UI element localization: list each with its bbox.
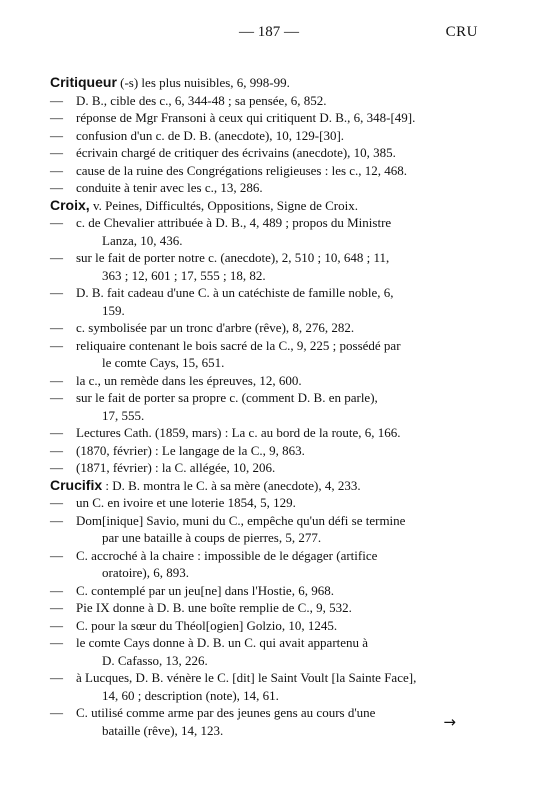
entry-text: : D. B. montra le C. à sa mère (anecdote), 4, 233.: [102, 477, 361, 493]
dash-marker: —: [50, 92, 63, 108]
entry-text: Lectures Cath. (1859, mars) : La c. au bord de la route, 6, 166.: [76, 425, 401, 440]
index-subentry: [50, 494, 475, 512]
entry-text: conduite à tenir avec les c., 13, 286.: [76, 180, 263, 195]
entry-text: c. de Chevalier attribuée à D. B., 4, 489 ; propos du Ministre: [76, 215, 392, 230]
headword: Critiqueur: [50, 74, 117, 90]
dash-marker: —: [50, 215, 63, 230]
dash-marker: —: [50, 285, 63, 300]
entry-text: D. B. fait cadeau d'une C. à un catéchiste de famille noble, 6,: [76, 285, 394, 300]
continue-arrow-icon: →: [443, 713, 456, 731]
entry-text: à Lucques, D. B. vénère le C. [dit] le Saint Voult [la Sainte Face],: [76, 670, 417, 685]
entry-text: 159.: [102, 302, 125, 318]
section-abbreviation: CRU: [445, 24, 478, 40]
entry-text: le comte Cays donne à D. B. un C. qui avait appartenu à: [76, 635, 369, 650]
dash-marker: —: [50, 495, 63, 510]
dash-marker: —: [50, 670, 63, 685]
index-subentry: [50, 162, 475, 180]
dash-marker: —: [50, 425, 63, 440]
index-continuation: [50, 529, 475, 547]
entry-text: D. B., cible des c., 6, 344-48 ; sa pensée, 6, 852.: [76, 92, 327, 108]
index-subentry: [50, 127, 475, 145]
dash-marker: —: [50, 250, 63, 265]
index-entries: [50, 74, 475, 739]
entry-text: cause de la ruine des Congrégations religieuses : les c., 12, 468.: [76, 162, 408, 178]
index-subentry: [50, 179, 475, 197]
dash-marker: —: [50, 180, 63, 195]
entry-text: la c., un remède dans les épreuves, 12, 600.: [76, 372, 302, 388]
entry-text: D. Cafasso, 13, 226.: [102, 652, 208, 668]
index-subentry: [50, 669, 475, 687]
dash-marker: —: [50, 442, 63, 458]
index-subentry: [50, 442, 475, 460]
index-subentry: [50, 337, 475, 355]
dash-marker: —: [50, 617, 63, 633]
index-subentry: [50, 634, 475, 652]
index-continuation: [50, 687, 475, 705]
entry-text: réponse de Mgr Fransoni à ceux qui critiquent D. B., 6, 348-[49].: [76, 110, 416, 125]
page-header: [0, 24, 538, 46]
index-subentry: [50, 249, 475, 267]
dash-marker: —: [50, 582, 63, 598]
entry-text: C. pour la sœur du Théol[ogien] Golzio, 10, 1245.: [76, 617, 338, 633]
entry-text: C. contemplé par un jeu[ne] dans l'Hostie, 6, 968.: [76, 582, 334, 598]
entry-text: 14, 60 ; description (note), 14, 61.: [102, 687, 279, 703]
index-continuation: [50, 407, 475, 425]
entry-text: Dom[inique] Savio, muni du C., empêche qu'un défi se termine: [76, 512, 406, 528]
index-subentry: [50, 109, 475, 127]
dash-marker: —: [50, 320, 63, 335]
entry-text: le comte Cays, 15, 651.: [102, 355, 225, 370]
entry-text: 17, 555.: [102, 407, 145, 423]
dash-marker: —: [50, 110, 63, 125]
dash-marker: —: [50, 705, 63, 720]
index-continuation: [50, 302, 475, 320]
index-continuation: [50, 354, 475, 372]
index-headword-entry: [50, 74, 475, 92]
entry-text: écrivain chargé de critiquer des écrivains (anecdote), 10, 385.: [76, 145, 396, 160]
index-continuation: [50, 564, 475, 582]
dash-marker: —: [50, 635, 63, 650]
index-subentry: [50, 459, 475, 477]
dash-marker: —: [50, 162, 63, 178]
entry-text: reliquaire contenant le bois sacré de la C., 9, 225 ; possédé par: [76, 337, 401, 353]
index-subentry: [50, 92, 475, 110]
entry-text: Lanza, 10, 436.: [102, 232, 183, 248]
index-continuation: [50, 232, 475, 250]
headword: Crucifix: [50, 476, 103, 493]
index-subentry: [50, 547, 475, 565]
entry-text: bataille (rêve), 14, 123.: [102, 722, 224, 738]
dash-marker: —: [50, 337, 63, 353]
entry-text: C. accroché à la chaire : impossible de le dégager (artifice: [76, 547, 378, 563]
index-subentry: [50, 424, 475, 442]
dash-marker: —: [50, 390, 63, 405]
index-subentry: [50, 582, 475, 600]
dash-marker: —: [50, 547, 63, 563]
entry-text: sur le fait de porter sa propre c. (comment D. B. en parle),: [76, 390, 378, 405]
index-subentry: [50, 389, 475, 407]
entry-text: c. symbolisée par un tronc d'arbre (rêve), 8, 276, 282.: [76, 320, 355, 335]
entry-text: (1870, février) : Le langage de la C., 9, 863.: [76, 442, 305, 458]
index-subentry: [50, 214, 475, 232]
headword: Croix,: [50, 196, 90, 213]
index-subentry: [50, 144, 475, 162]
entry-text: par une bataille à coups de pierres, 5, 277.: [102, 530, 322, 545]
index-subentry: [50, 372, 475, 390]
index-subentry: [50, 599, 475, 617]
entry-text: Pie IX donne à D. B. une boîte remplie de C., 9, 532.: [76, 600, 352, 615]
page-number: — 187 —: [239, 24, 299, 40]
entry-text: sur le fait de porter notre c. (anecdote), 2, 510 ; 10, 648 ; 11,: [76, 250, 390, 265]
index-subentry: [50, 284, 475, 302]
dash-marker: —: [50, 600, 63, 615]
index-subentry: [50, 512, 475, 530]
index-headword-entry: [50, 197, 475, 215]
dash-marker: —: [50, 372, 63, 388]
dash-marker: —: [50, 512, 63, 528]
index-continuation: [50, 722, 475, 740]
dash-marker: —: [50, 145, 63, 160]
entry-text: 363 ; 12, 601 ; 17, 555 ; 18, 82.: [102, 267, 266, 283]
index-headword-entry: [50, 477, 475, 495]
entry-text: confusion d'un c. de D. B. (anecdote), 10, 129-[30].: [76, 127, 345, 143]
index-subentry: [50, 617, 475, 635]
dash-marker: —: [50, 460, 63, 475]
index-continuation: [50, 652, 475, 670]
index-subentry: [50, 319, 475, 337]
entry-text: (-s) les plus nuisibles, 6, 998-99.: [116, 75, 290, 90]
index-subentry: [50, 704, 475, 722]
dash-marker: —: [50, 127, 63, 143]
entry-text: un C. en ivoire et une loterie 1854, 5, 129.: [76, 495, 296, 510]
index-continuation: [50, 267, 475, 285]
entry-text: oratoire), 6, 893.: [102, 565, 190, 580]
entry-text: v. Peines, Difficultés, Oppositions, Signe de Croix.: [89, 197, 358, 213]
entry-text: (1871, février) : la C. allégée, 10, 206.: [76, 460, 276, 475]
entry-text: C. utilisé comme arme par des jeunes gens au cours d'une: [76, 705, 376, 720]
